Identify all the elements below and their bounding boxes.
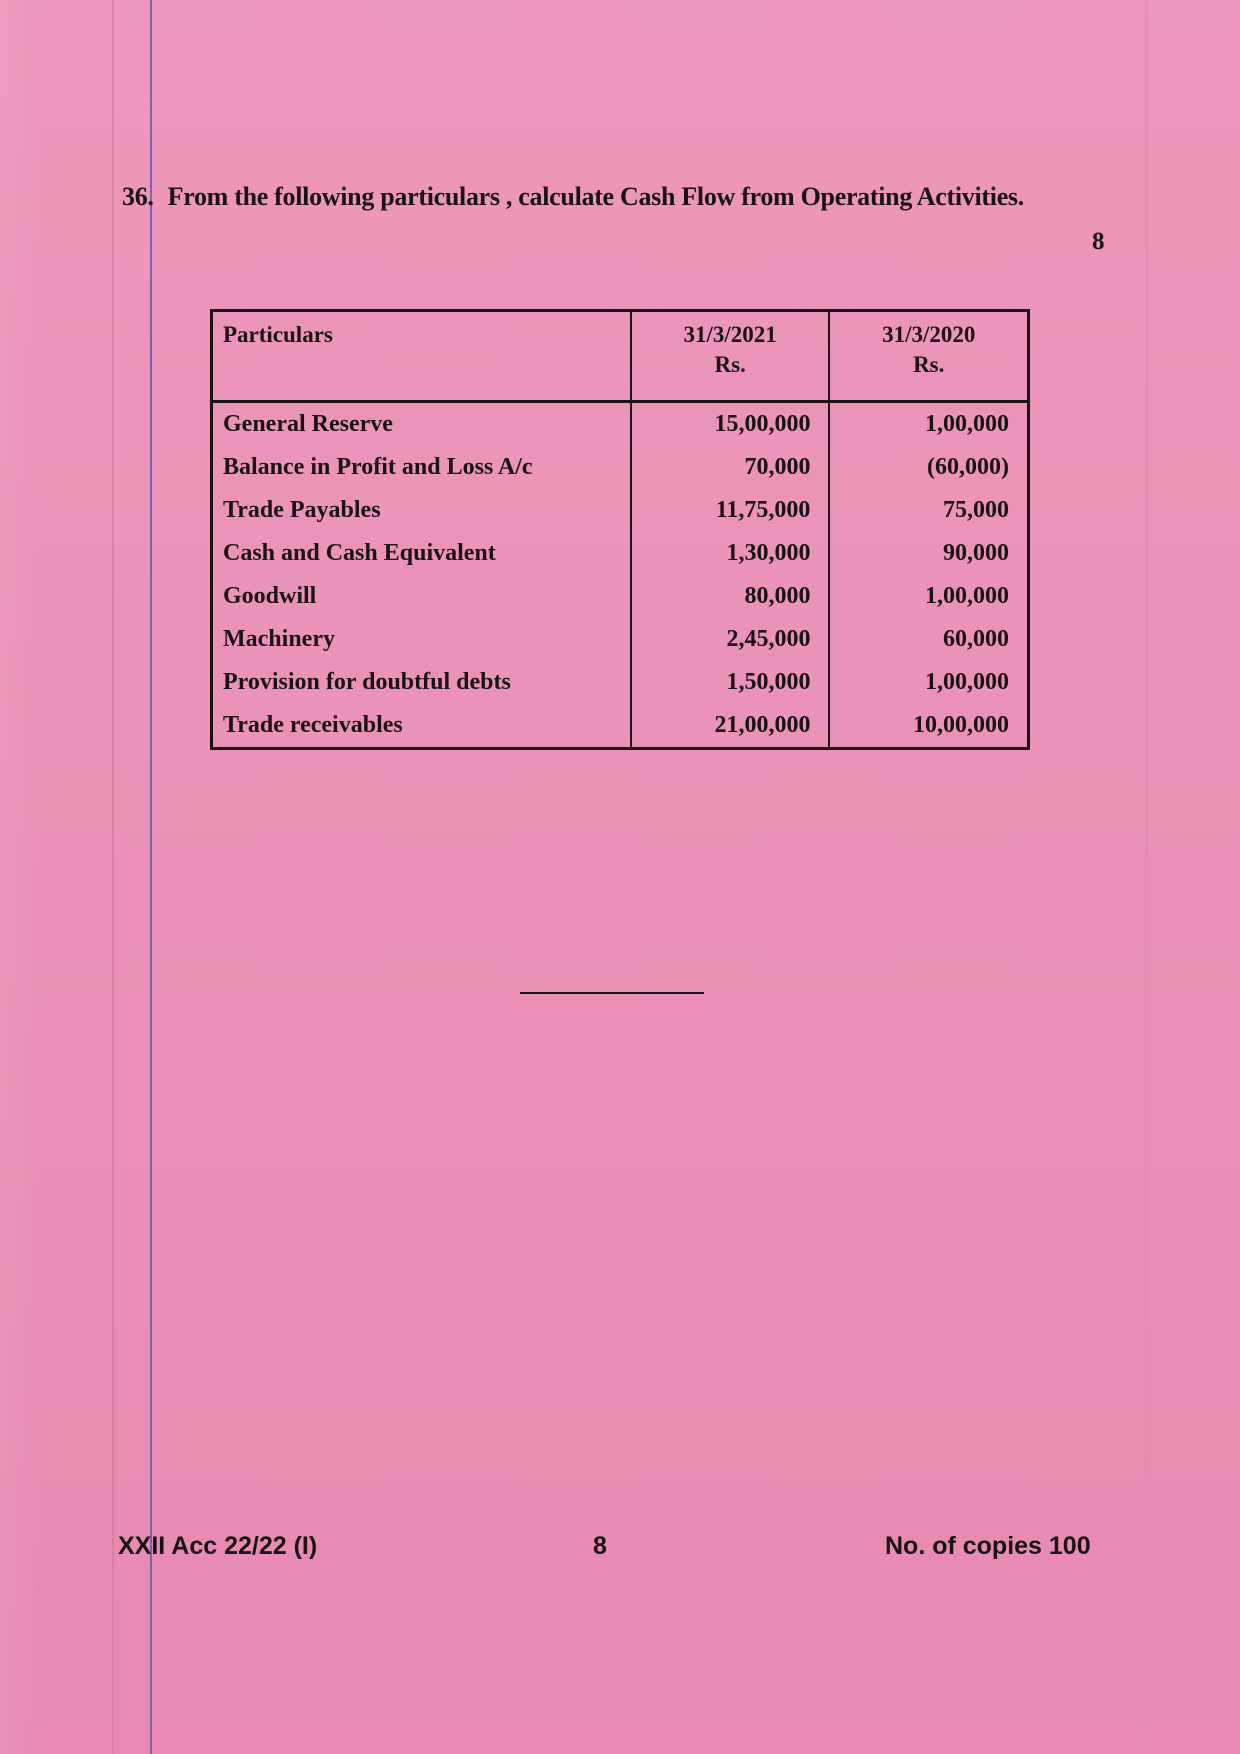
row-value-2021: 11,75,000 [631,489,830,532]
row-particular: Cash and Cash Equivalent [212,532,631,575]
end-of-question-rule [520,992,704,994]
table-row [212,402,1029,447]
table-row [212,618,1029,661]
table-header-row [212,311,1029,402]
row-value-2020: 90,000 [829,532,1028,575]
row-value-2021: 80,000 [631,575,830,618]
table-row [212,704,1029,749]
row-value-2021: 1,30,000 [631,532,830,575]
row-value-2020: 75,000 [829,489,1028,532]
header-2021-unit: Rs. [714,352,746,377]
question-number: 36. [122,182,154,211]
row-value-2021: 2,45,000 [631,618,830,661]
row-particular: General Reserve [212,402,631,447]
row-value-2020: 60,000 [829,618,1028,661]
right-margin-line [1145,0,1148,1754]
header-particulars: Particulars [212,311,631,402]
header-2020 [829,311,1028,402]
row-value-2020: (60,000) [829,446,1028,489]
header-2021 [631,311,830,402]
particulars-table [210,309,1030,750]
question-marks: 8 [1092,228,1105,255]
header-2021-date: 31/3/2021 [683,322,777,347]
table-row [212,532,1029,575]
footer-copies: No. of copies 100 [885,1532,1091,1560]
row-particular: Machinery [212,618,631,661]
row-value-2021: 70,000 [631,446,830,489]
row-particular: Trade receivables [212,704,631,749]
left-margin-line [150,0,152,1754]
row-value-2020: 1,00,000 [829,575,1028,618]
row-value-2020: 1,00,000 [829,661,1028,704]
left-margin-line-pink [112,0,114,1754]
row-value-2021: 21,00,000 [631,704,830,749]
row-value-2021: 1,50,000 [631,661,830,704]
header-2020-unit: Rs. [913,352,945,377]
row-particular: Trade Payables [212,489,631,532]
footer-paper-code: XXII Acc 22/22 (I) [118,1532,318,1560]
row-value-2021: 15,00,000 [631,402,830,447]
row-particular: Provision for doubtful debts [212,661,631,704]
row-value-2020: 10,00,000 [829,704,1028,749]
table-row [212,661,1029,704]
row-particular: Goodwill [212,575,631,618]
header-2020-date: 31/3/2020 [882,322,976,347]
row-particular: Balance in Profit and Loss A/c [212,446,631,489]
question-36 [122,182,1024,212]
footer-page-number: 8 [593,1532,607,1560]
table-row [212,575,1029,618]
table-row [212,446,1029,489]
question-text: From the following particulars , calculate Cash Flow from Operating Activities. [167,182,1024,211]
table-row [212,489,1029,532]
row-value-2020: 1,00,000 [829,402,1028,447]
